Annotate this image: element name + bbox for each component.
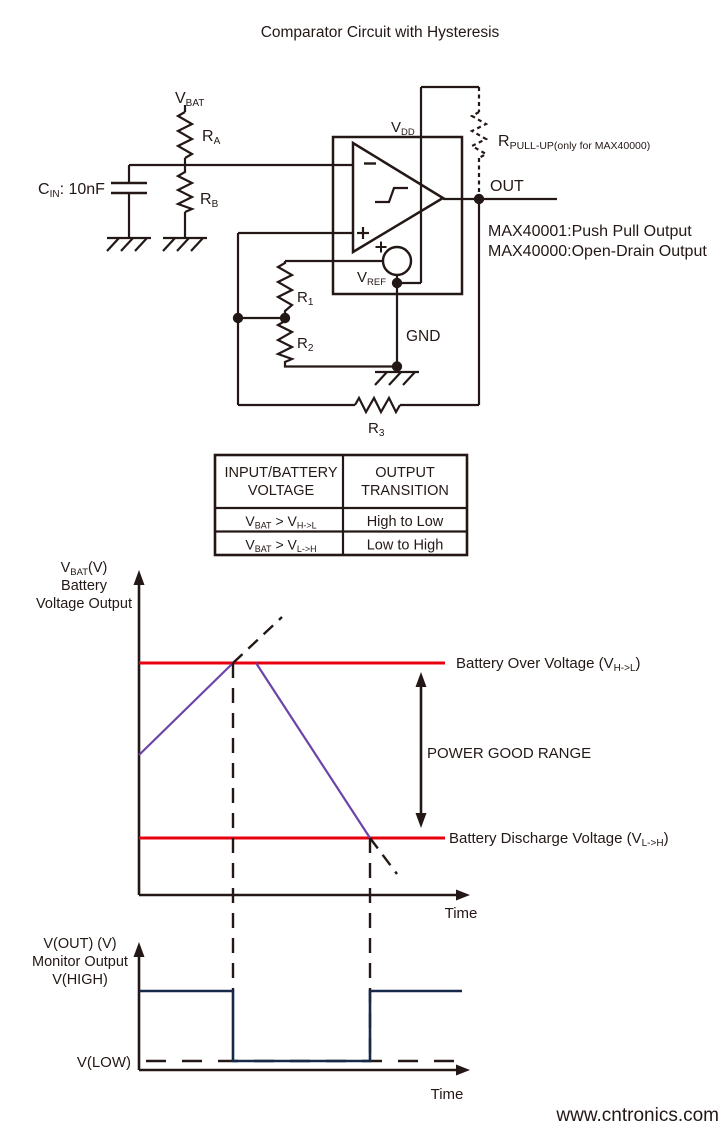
r1-label: $R_1$ — [297, 289, 314, 308]
vdd-label: $V_{DD}$ — [391, 119, 415, 138]
power-good-range-label: POWER GOOD RANGE — [427, 745, 592, 762]
range-arrow-bottom-icon — [416, 813, 427, 828]
g2-y-axis-label-line2: Monitor Output — [32, 954, 128, 970]
discharge-voltage-label: Battery Discharge Voltage $(V_{L->H})$ — [449, 830, 669, 849]
page-title: Comparator Circuit with Hysteresis — [260, 24, 500, 41]
resistor-rb — [178, 165, 192, 212]
g2-y-arrow-icon — [134, 942, 145, 957]
g1-y-axis-label-line2: Battery — [61, 578, 107, 594]
vref-label: $V_{REF}$ — [357, 269, 387, 288]
g1-y-axis-label-line1: $V_{BAT}(V)$ — [60, 560, 108, 578]
resistor-r1 — [278, 261, 292, 318]
threshold-table — [215, 455, 467, 555]
vref-node-dot — [392, 278, 402, 288]
comparator-triangle — [353, 143, 443, 252]
g1-x-axis-label: Time — [444, 905, 478, 922]
range-arrow-top-icon — [416, 672, 427, 687]
over-voltage-label: Battery Over Voltage $(V_{H->L})$ — [456, 655, 641, 674]
g2-x-axis-label: Time — [430, 1086, 464, 1103]
ra-label: RA — [202, 128, 221, 147]
cin-label: CIN: 10nF — [38, 181, 105, 200]
max40000-note: MAX40000:Open-Drain Output — [488, 243, 707, 260]
rpullup-label: RPULL-UP(only for MAX40000) — [498, 133, 651, 152]
resistor-r2 — [278, 318, 397, 367]
vref-source-circle — [383, 247, 411, 275]
circuit-labels — [38, 90, 707, 439]
battery-voltage-falling-trace — [256, 663, 370, 838]
vbat-label: VBAT — [175, 90, 205, 109]
resistor-r3 — [355, 398, 400, 412]
table-row2-output: Low to High — [366, 537, 444, 554]
g2-y-axis-label-line1: V(OUT) (V) — [43, 936, 117, 952]
out-node-dot — [474, 194, 484, 204]
rising-projection-dashed — [233, 617, 282, 663]
gnd-label: GND — [406, 328, 441, 345]
r2-label: $R_2$ — [297, 335, 314, 354]
table-row2-condition: VBAT > VL->H — [245, 536, 317, 554]
g2-y-axis-label-line3: V(HIGH) — [52, 972, 108, 988]
pullup-resistor-dashed — [472, 87, 486, 199]
table-row1-output: High to Low — [366, 514, 444, 530]
watermark: www.cntronics.com — [556, 1105, 719, 1126]
table-header-col1: INPUT/BATTERY — [224, 465, 338, 481]
r3-label: $R_3$ — [368, 420, 385, 439]
table-row1-condition: VBAT > VH->L — [245, 513, 317, 531]
max40001-note: MAX40001:Push Pull Output — [488, 223, 692, 240]
resistor-ra — [178, 112, 192, 158]
ground-icon — [375, 372, 419, 385]
table-header-col1b: VOLTAGE — [247, 483, 315, 499]
gnd-node-dot — [392, 361, 402, 371]
table-header-col2b: TRANSITION — [361, 483, 449, 499]
monitor-output-graph — [32, 936, 470, 1103]
vref-plus-icon — [376, 242, 387, 253]
hysteresis-icon — [375, 188, 408, 202]
battery-voltage-graph — [36, 560, 669, 1061]
vlow-label: V(LOW) — [76, 1054, 131, 1071]
g1-y-arrow-icon — [134, 570, 145, 585]
g1-x-arrow-icon — [456, 890, 470, 901]
tap-node-dot — [233, 313, 243, 323]
falling-projection-dashed — [370, 838, 397, 874]
ground-icon — [163, 238, 207, 251]
table-header-col2: OUTPUT — [375, 465, 435, 481]
rb-label: RB — [200, 191, 219, 210]
g2-x-arrow-icon — [456, 1065, 470, 1076]
g1-y-axis-label-line3: Voltage Output — [36, 596, 132, 612]
battery-voltage-rising-trace — [139, 663, 233, 755]
ground-icon — [107, 238, 151, 251]
r1r2-node-dot — [280, 313, 290, 323]
monitor-output-trace — [139, 991, 462, 1061]
out-label: OUT — [490, 178, 524, 195]
noninverting-input-plus-icon — [357, 227, 369, 239]
